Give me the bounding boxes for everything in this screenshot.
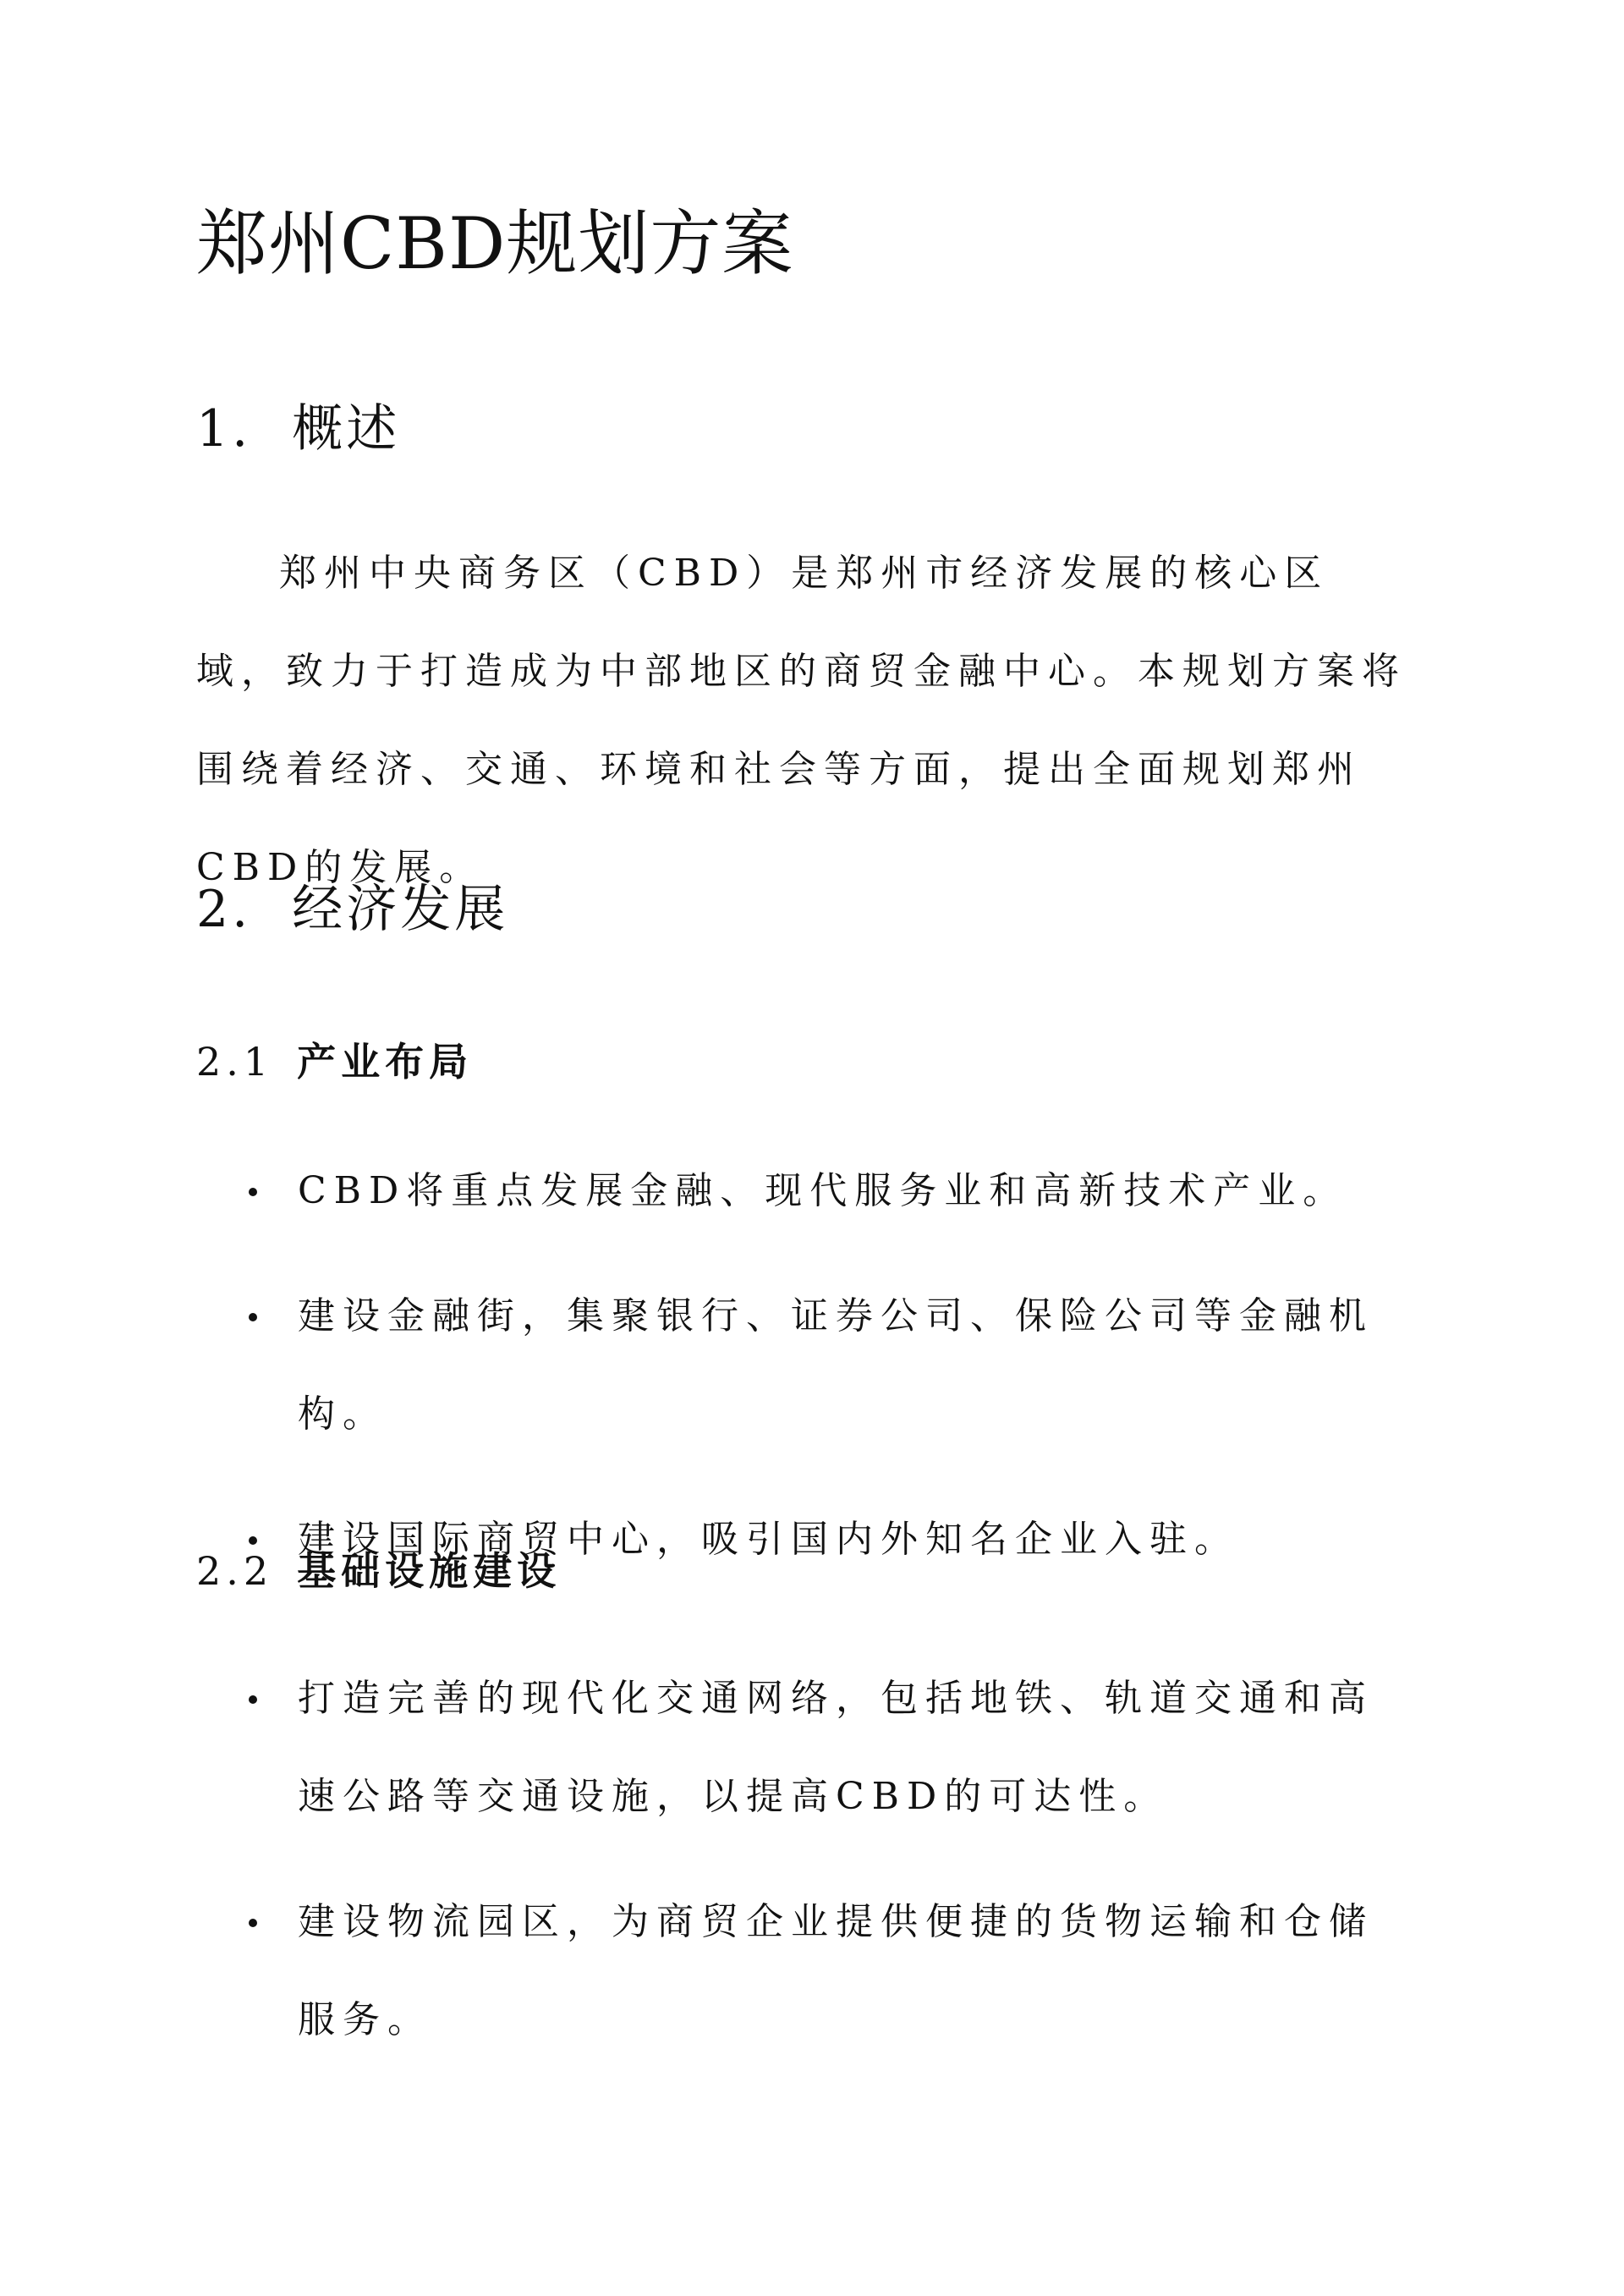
list-item [196, 1267, 1414, 1464]
list-item-text: CBD将重点发展金融、现代服务业和高新技术产业。 [298, 1169, 1348, 1212]
overview-paragraph: 郑州中央商务区（CBD）是郑州市经济发展的核心区域，致力于打造成为中部地区的商贸金融中心。本规划方案将围绕着经济、交通、环境和社会等方面，提出全面规划郑州CBD的发展。 [196, 552, 1407, 889]
bullet-icon [249, 1313, 257, 1321]
list-item-text: 打造完善的现代化交通网络，包括地铁、轨道交通和高速公路等交通设施，以提高CBD的可达性。 [298, 1677, 1374, 1818]
subsection-title: 产业布局 [297, 1039, 474, 1085]
subsection-heading-industry [196, 1032, 473, 1091]
subsection-number: 2.1 [196, 1039, 274, 1085]
section-heading-overview [196, 391, 400, 467]
bullet-icon [249, 1188, 257, 1196]
section-title: 经济发展 [292, 880, 509, 939]
list-item [196, 1142, 1414, 1240]
list-item-text: 建设金融街，集聚银行、证券公司、保险公司等金融机构。 [298, 1294, 1374, 1436]
subsection-heading-infrastructure [196, 1541, 561, 1601]
list-item-text: 建设物流园区，为商贸企业提供便捷的货物运输和仓储服务。 [298, 1900, 1374, 2041]
subsection-title: 基础设施建设 [297, 1548, 562, 1594]
list-item [196, 1650, 1414, 1846]
section-number: 2. [196, 880, 252, 939]
section-heading-economy [196, 871, 508, 948]
infrastructure-bullet-list [196, 1650, 1414, 2096]
subsection-number: 2.2 [196, 1548, 274, 1594]
list-item-text: 建设国际商贸中心，吸引国内外知名企业入驻。 [298, 1518, 1239, 1561]
bullet-icon [249, 1919, 257, 1927]
document-title: 郑州CBD规划方案 [196, 202, 794, 285]
section-title: 概述 [292, 399, 401, 459]
bullet-icon [249, 1695, 257, 1704]
section-number: 1. [196, 399, 252, 459]
list-item [196, 1873, 1414, 2069]
